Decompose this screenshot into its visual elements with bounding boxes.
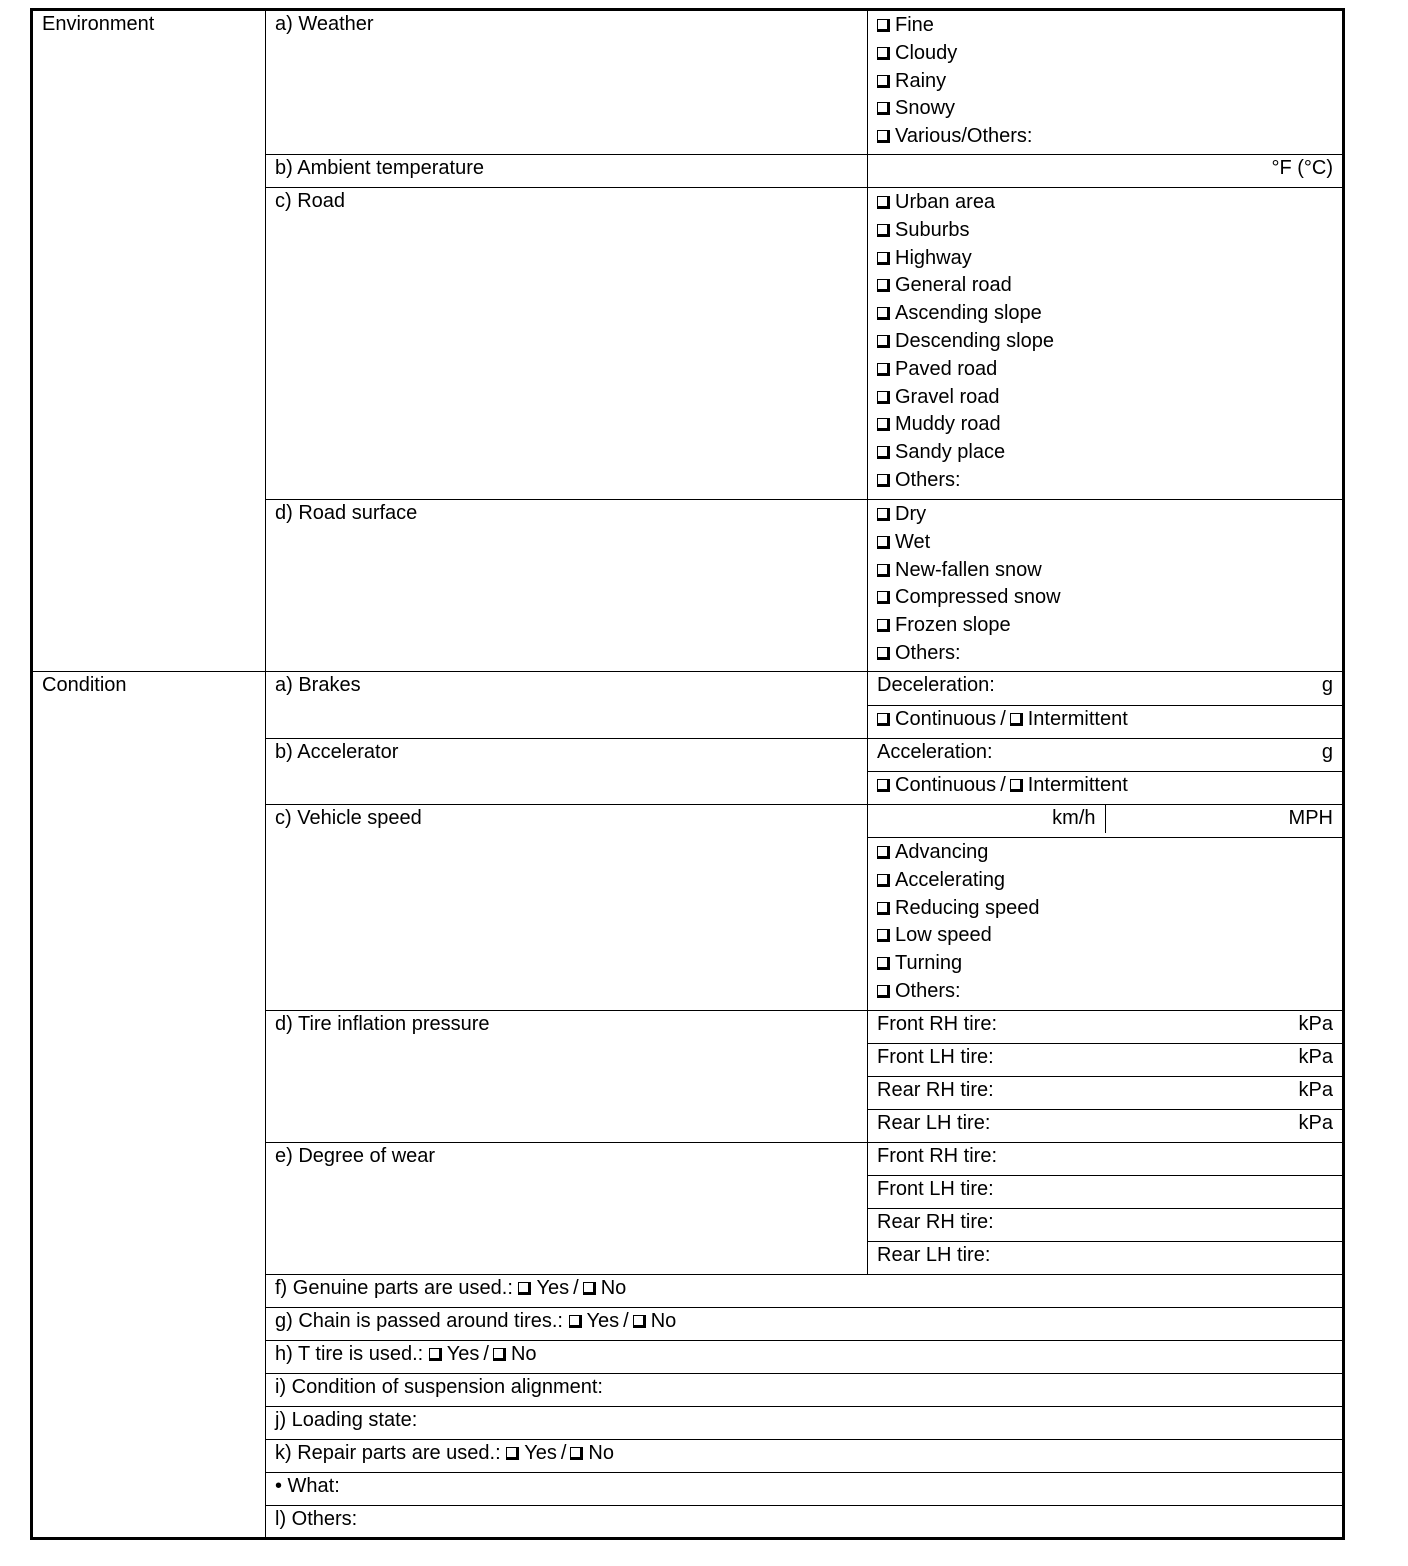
acceleration-label: Acceleration: (877, 741, 993, 763)
checkbox-icon[interactable] (877, 874, 890, 887)
wear-label: e) Degree of wear (266, 1143, 868, 1275)
weather-option[interactable]: Various/Others: (877, 123, 1333, 151)
tire-pressure-row[interactable]: Front RH tire: kPa (868, 1011, 1344, 1044)
road-surface-label: d) Road surface (266, 500, 868, 672)
road-option[interactable]: Descending slope (877, 328, 1333, 356)
road-option[interactable]: Urban area (877, 189, 1333, 217)
wear-row[interactable]: Rear RH tire: (868, 1209, 1344, 1242)
checkbox-icon[interactable] (877, 985, 890, 998)
weather-label: a) Weather (266, 10, 868, 155)
chain-row: g) Chain is passed around tires.: Yes / No (266, 1308, 1344, 1341)
continuous-option[interactable]: Continuous (877, 774, 996, 796)
ambient-temperature-field[interactable] (868, 155, 1344, 188)
t-tire-row: h) T tire is used.: Yes / No (266, 1341, 1344, 1374)
checkbox-icon[interactable] (877, 713, 890, 726)
vehicle-condition-form (30, 8, 1345, 1540)
brakes-label: a) Brakes (266, 672, 868, 739)
road-option[interactable]: Ascending slope (877, 300, 1333, 328)
checkbox-icon[interactable] (583, 1282, 596, 1295)
checkbox-icon[interactable] (877, 307, 890, 320)
weather-option[interactable]: Rainy (877, 68, 1333, 96)
speed-option[interactable]: Advancing (877, 839, 1333, 867)
speed-option[interactable]: Low speed (877, 922, 1333, 950)
deceleration-field[interactable] (868, 672, 1344, 706)
checkbox-icon[interactable] (877, 929, 890, 942)
checkbox-icon[interactable] (877, 130, 890, 143)
road-surface-option[interactable]: Wet (877, 529, 1333, 557)
speed-option[interactable]: Reducing speed (877, 895, 1333, 923)
checkbox-icon[interactable] (877, 252, 890, 265)
checkbox-icon[interactable] (429, 1348, 442, 1361)
no-option[interactable]: No (570, 1442, 614, 1464)
checkbox-icon[interactable] (877, 335, 890, 348)
condition-section-label: Condition (32, 672, 266, 1539)
checkbox-icon[interactable] (569, 1315, 582, 1328)
road-option[interactable]: Others: (877, 467, 1333, 495)
no-option[interactable]: No (583, 1277, 627, 1299)
deceleration-unit: g (1321, 674, 1333, 696)
checkbox-icon[interactable] (877, 508, 890, 521)
checkbox-icon[interactable] (877, 75, 890, 88)
vehicle-speed-units (868, 805, 1344, 838)
speed-option[interactable]: Turning (877, 950, 1333, 978)
no-option[interactable]: No (633, 1310, 677, 1332)
checkbox-icon[interactable] (1010, 713, 1023, 726)
what-row[interactable]: • What: (266, 1473, 1344, 1506)
pressure-unit: kPa (1298, 1013, 1333, 1035)
intermittent-option[interactable]: Intermittent (1010, 774, 1128, 796)
road-options (868, 188, 1344, 500)
temperature-unit: °F (°C) (1271, 157, 1333, 179)
checkbox-icon[interactable] (877, 591, 890, 604)
checkbox-icon[interactable] (877, 564, 890, 577)
road-option[interactable]: Sandy place (877, 439, 1333, 467)
checkbox-icon[interactable] (877, 779, 890, 792)
others-row[interactable]: l) Others: (266, 1506, 1344, 1539)
pressure-unit: kPa (1298, 1112, 1333, 1134)
tire-pressure-row[interactable]: Rear LH tire: kPa (868, 1110, 1344, 1143)
checkbox-icon[interactable] (877, 224, 890, 237)
deceleration-label: Deceleration: (877, 674, 995, 696)
pressure-unit: kPa (1298, 1079, 1333, 1101)
yes-option[interactable]: Yes (518, 1277, 569, 1299)
vehicle-speed-options (868, 838, 1344, 1011)
yes-option[interactable]: Yes (569, 1310, 620, 1332)
speed-kmh-field[interactable]: km/h (868, 805, 1106, 833)
checkbox-icon[interactable] (877, 391, 890, 404)
road-option[interactable]: Paved road (877, 356, 1333, 384)
road-surface-option[interactable]: Compressed snow (877, 584, 1333, 612)
road-surface-option[interactable]: Frozen slope (877, 612, 1333, 640)
checkbox-icon[interactable] (877, 102, 890, 115)
tire-pressure-row[interactable]: Rear RH tire: kPa (868, 1077, 1344, 1110)
weather-option[interactable]: Snowy (877, 95, 1333, 123)
weather-options (868, 10, 1344, 155)
checkbox-icon[interactable] (877, 846, 890, 859)
checkbox-icon[interactable] (493, 1348, 506, 1361)
speed-mph-field[interactable]: MPH (1288, 807, 1333, 829)
genuine-parts-row: f) Genuine parts are used.: Yes / No (266, 1275, 1344, 1308)
checkbox-icon[interactable] (570, 1447, 583, 1460)
speed-option[interactable]: Others: (877, 978, 1333, 1006)
checkbox-icon[interactable] (877, 47, 890, 60)
checkbox-icon[interactable] (506, 1447, 519, 1460)
wear-row[interactable]: Rear LH tire: (868, 1242, 1344, 1275)
speed-option[interactable]: Accelerating (877, 867, 1333, 895)
checkbox-icon[interactable] (877, 446, 890, 459)
checkbox-icon[interactable] (877, 19, 890, 32)
suspension-row[interactable]: i) Condition of suspension alignment: (266, 1374, 1344, 1407)
tire-pressure-label: d) Tire inflation pressure (266, 1011, 868, 1143)
pressure-unit: kPa (1298, 1046, 1333, 1068)
tire-pressure-row[interactable]: Front LH tire: kPa (868, 1044, 1344, 1077)
ambient-temperature-label: b) Ambient temperature (266, 155, 868, 188)
weather-option[interactable]: Cloudy (877, 40, 1333, 68)
wear-row[interactable]: Front LH tire: (868, 1176, 1344, 1209)
road-surface-option[interactable]: Others: (877, 640, 1333, 668)
checkbox-icon[interactable] (877, 279, 890, 292)
road-surface-options (868, 500, 1344, 672)
road-option[interactable]: Muddy road (877, 411, 1333, 439)
vehicle-speed-label: c) Vehicle speed (266, 805, 868, 1011)
checkbox-icon[interactable] (877, 957, 890, 970)
checkbox-icon[interactable] (1010, 779, 1023, 792)
road-option[interactable]: Gravel road (877, 384, 1333, 412)
accelerator-label: b) Accelerator (266, 739, 868, 805)
yes-option[interactable]: Yes (506, 1442, 557, 1464)
acceleration-unit: g (1321, 741, 1333, 763)
yes-option[interactable]: Yes (429, 1343, 480, 1365)
continuous-option[interactable]: Continuous (877, 708, 996, 730)
checkbox-icon[interactable] (518, 1282, 531, 1295)
repair-parts-row: k) Repair parts are used.: Yes / No (266, 1440, 1344, 1473)
road-label: c) Road (266, 188, 868, 500)
brakes-mode: Continuous / Intermittent (868, 706, 1344, 739)
checkbox-icon[interactable] (877, 902, 890, 915)
checkbox-icon[interactable] (633, 1315, 646, 1328)
intermittent-option[interactable]: Intermittent (1010, 708, 1128, 730)
accelerator-mode: Continuous / Intermittent (868, 772, 1344, 805)
environment-section-label: Environment (32, 10, 266, 672)
no-option[interactable]: No (493, 1343, 537, 1365)
checkbox-icon[interactable] (877, 647, 890, 660)
road-option[interactable]: Suburbs (877, 217, 1333, 245)
checkbox-icon[interactable] (877, 363, 890, 376)
checkbox-icon[interactable] (877, 536, 890, 549)
road-option[interactable]: General road (877, 272, 1333, 300)
road-option[interactable]: Highway (877, 245, 1333, 273)
acceleration-field[interactable] (868, 739, 1344, 772)
checkbox-icon[interactable] (877, 196, 890, 209)
checkbox-icon[interactable] (877, 474, 890, 487)
loading-row[interactable]: j) Loading state: (266, 1407, 1344, 1440)
checkbox-icon[interactable] (877, 418, 890, 431)
road-surface-option[interactable]: New-fallen snow (877, 557, 1333, 585)
wear-row[interactable]: Front RH tire: (868, 1143, 1344, 1176)
checkbox-icon[interactable] (877, 619, 890, 632)
road-surface-option[interactable]: Dry (877, 501, 1333, 529)
weather-option[interactable]: Fine (877, 12, 1333, 40)
